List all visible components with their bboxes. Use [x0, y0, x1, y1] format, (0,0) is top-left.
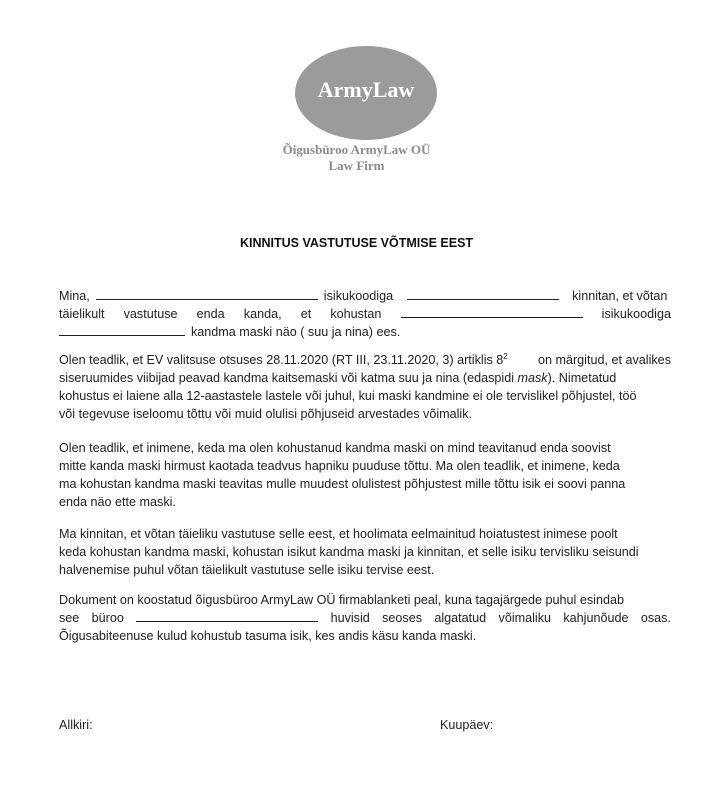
p2-line-1: Olen teadlik, et EV valitsuse otsuses 28.11.2020 (RT III, 23.11.2020, 3) artiklis $8^2$ — [59, 351, 508, 367]
p2-line-3: kohustus ei laiene alla 12-aastastele lastele või juhul, kui maski kandmine ei ole tervislikel põhjustel, töö — [59, 389, 637, 403]
text-word: huvisid — [330, 611, 370, 625]
signature-label: Allkiri: — [59, 718, 93, 732]
text-word: täielikult — [59, 307, 105, 321]
date-label: Kuupäev: — [440, 718, 494, 732]
text-word: osas. — [640, 611, 671, 625]
p5-line-3: Õigusabiteenuse kulud kohustub tasuma isik, kes andis käsu kanda maski. — [59, 629, 477, 643]
firm-name: Õigusbüroo ArmyLaw OÜ — [282, 142, 431, 157]
text-mina: Mina, — [59, 289, 90, 303]
text-word: seoses — [382, 611, 423, 625]
paragraph-4 — [59, 525, 671, 579]
paragraph-3 — [59, 439, 671, 511]
p4-line-3: halvenemise puhul võtan täielikult vastutuse selle isiku tervise eest. — [59, 563, 435, 577]
p3-line-3: ma kohustan kandma maski teavitas mulle muudest olulistest põhjustest mille tõttu isik ei soovi panna — [59, 477, 626, 491]
text-word: võimaliku — [498, 611, 552, 625]
text-isikukoodiga-1: isikukoodiga — [323, 289, 394, 303]
p3-line-1: Olen teadlik, et inimene, keda ma olen kohustanud kandma maski on mind teavitanud enda soovist — [59, 441, 611, 455]
name-blank[interactable] — [96, 287, 318, 300]
text-word: kohustan — [330, 307, 382, 321]
p4-line-1: Ma kinnitan, et võtan täieliku vastutuse selle eest, et hoolimata eelmainitud hoiatustest inimese poolt — [59, 527, 618, 541]
text-word: algatatud — [434, 611, 487, 625]
text-word: vastutuse — [123, 307, 178, 321]
id-code-blank-2[interactable] — [59, 323, 185, 336]
document-title: KINNITUS VASTUTUSE VÕTMISE EEST — [239, 236, 474, 250]
p2-line-2-end: ). Nimetatud — [547, 371, 617, 385]
text-word: kanda, — [243, 307, 282, 321]
text-word: enda — [196, 307, 225, 321]
p2-emphasis: mask — [517, 371, 548, 385]
person-blank[interactable] — [401, 305, 583, 318]
text-word: see — [59, 611, 80, 625]
text-word: kahjunõude — [563, 611, 629, 625]
text-word: et — [300, 307, 312, 321]
bureau-blank[interactable] — [136, 609, 318, 622]
paragraph-2 — [59, 351, 671, 423]
p2-line-2: siseruumides viibijad peavad kandma kaitsemaski või katma suu ja nina (edaspidi — [59, 371, 515, 385]
firm-subtitle: Law Firm — [328, 158, 385, 173]
text-isikukoodiga-2: isikukoodiga — [601, 307, 671, 321]
p5-line-1: Dokument on koostatud õigusbüroo ArmyLaw OÜ firmablanketi peal, kuna tagajärgede puhul esindab — [59, 593, 624, 607]
firm-logo — [295, 46, 437, 140]
logo-text: ArmyLaw — [317, 77, 415, 102]
p2-line-4: või tegevuse iseloomu tõttu või muid olulisi põhjuseid arvestades võimalik. — [59, 407, 473, 421]
p2-line-1-end: on märgitud, et avalikes — [537, 353, 671, 367]
paragraph-1 — [59, 287, 671, 341]
p4-line-2: keda kohustan kandma maski, kohustan isikut kandma maski ja kinnitan, et selle isiku tervisliku seisundi — [59, 545, 639, 559]
text-word: büroo — [91, 611, 124, 625]
p3-line-4: enda näo ette maski. — [59, 495, 176, 509]
id-code-blank-1[interactable] — [407, 287, 559, 300]
p3-line-2: mitte kanda maski hirmust kaotada teadvus hapniku puuduse tõttu. Ma olen teadlik, et inimene, keda — [59, 459, 620, 473]
paragraph-5 — [59, 591, 671, 645]
text-kinnitan: kinnitan, et võtan — [572, 289, 668, 303]
text-kandma-maski: kandma maski näo ( suu ja nina) ees. — [191, 325, 401, 339]
